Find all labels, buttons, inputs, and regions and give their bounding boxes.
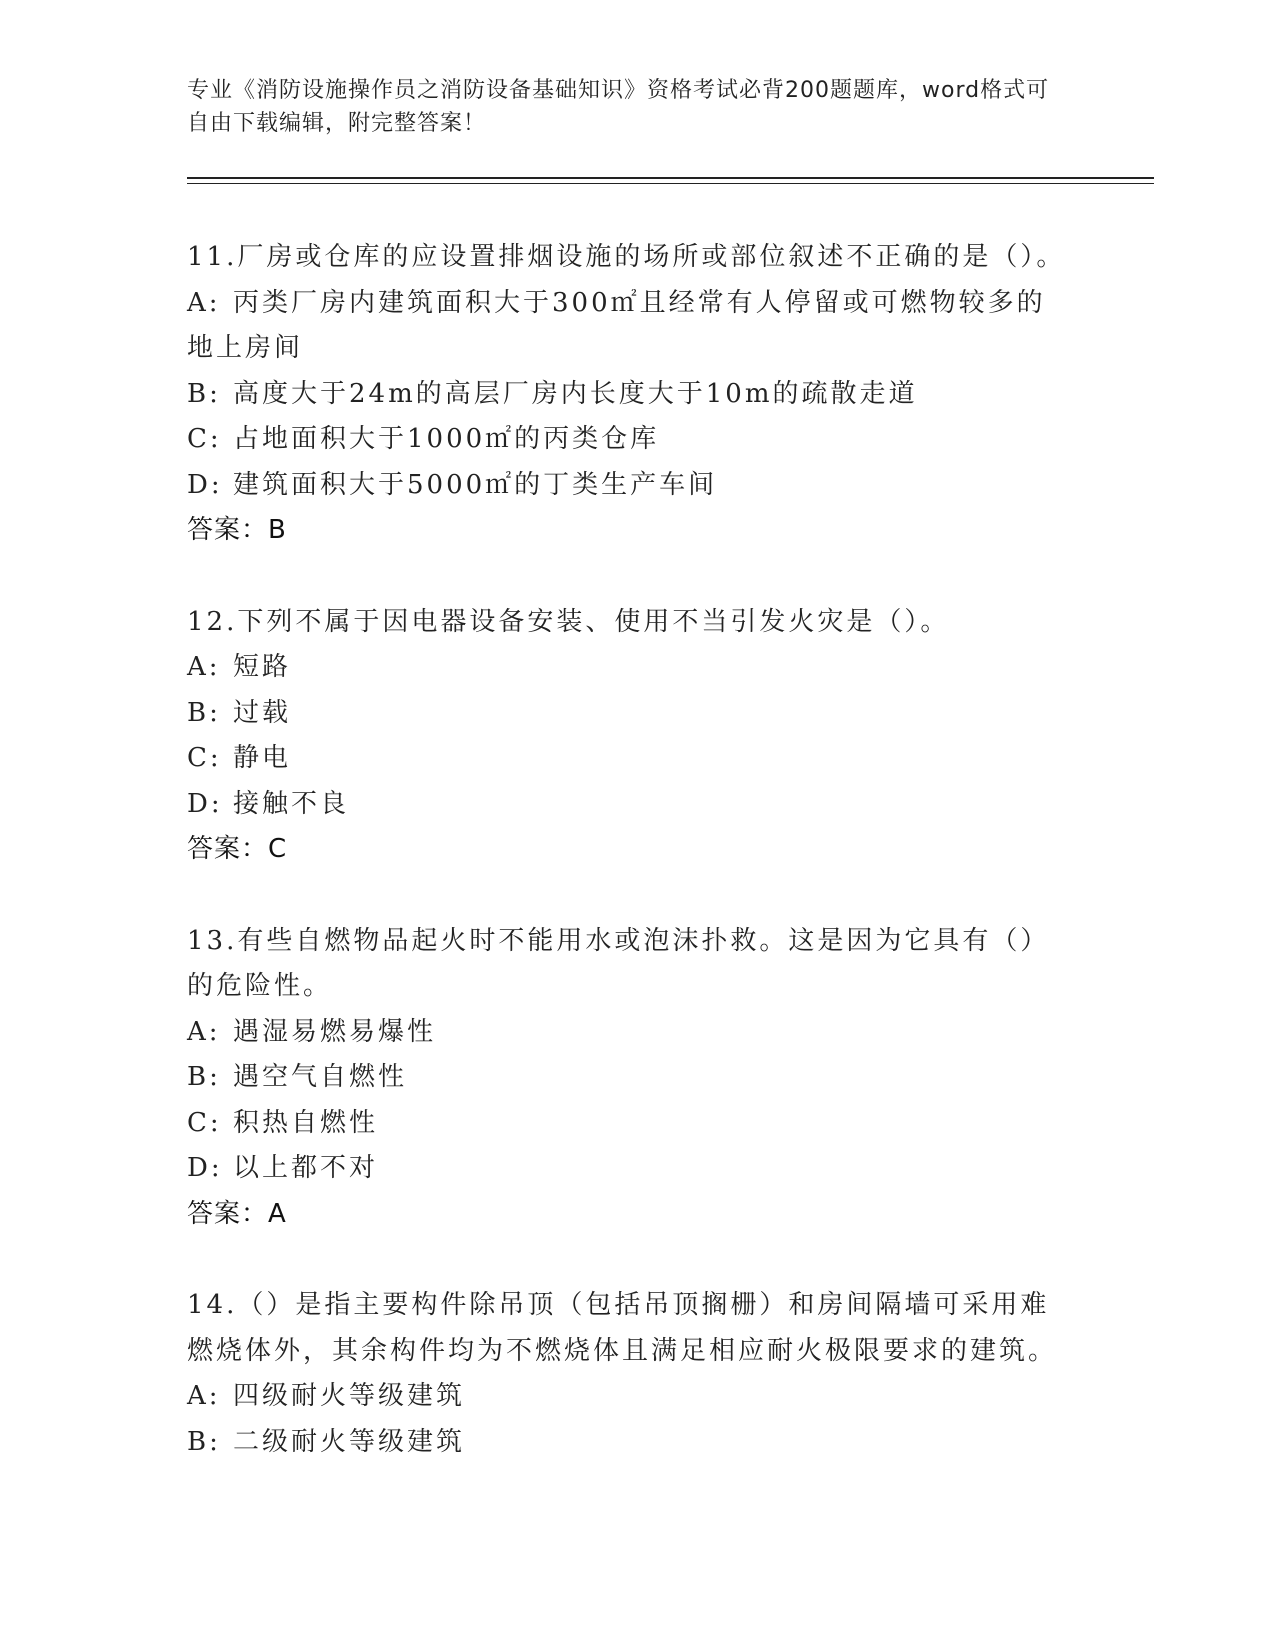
question-list <box>187 235 1087 1511</box>
header-divider-thin <box>187 183 1154 184</box>
question-stem: 11.厂房或仓库的应设置排烟设施的场所或部位叙述不正确的是（）。 <box>187 242 1066 272</box>
option-letter: C: <box>187 1107 222 1138</box>
option-letter: A: <box>187 652 221 682</box>
option-a <box>187 1010 1087 1056</box>
option-c <box>187 1101 1087 1147</box>
option-d <box>187 1146 1087 1192</box>
option-letter: B: <box>187 378 221 409</box>
option-text: 遇空气自燃性 <box>233 1062 408 1092</box>
option-c <box>187 417 1087 463</box>
option-letter: D: <box>187 788 223 819</box>
option-d <box>187 782 1087 828</box>
answer-line: 答案：B <box>187 515 287 545</box>
option-letter: A: <box>187 1381 221 1411</box>
option-letter: A: <box>187 287 221 318</box>
option-text: 高度大于24m的高层厂房内长度大于10m的疏散走道 <box>233 378 918 409</box>
option-text: 接触不良 <box>233 788 350 819</box>
option-letter: D: <box>187 1153 223 1183</box>
answer-line: 答案：A <box>187 1198 287 1229</box>
option-text: 二级耐火等级建筑 <box>233 1426 466 1457</box>
option-text: 建筑面积大于5000㎡的丁类生产车间 <box>233 469 718 500</box>
option-letter: A: <box>187 1016 221 1047</box>
option-letter: D: <box>187 469 223 500</box>
option-text: 积热自燃性 <box>233 1107 379 1138</box>
option-b <box>187 691 1087 737</box>
option-letter: C: <box>187 424 222 454</box>
option-b <box>187 1055 1087 1101</box>
option-b <box>187 1420 1087 1466</box>
question-14 <box>187 1283 1087 1465</box>
option-a <box>187 281 1067 372</box>
question-12 <box>187 600 1087 873</box>
option-text: 四级耐火等级建筑 <box>233 1381 466 1411</box>
question-stem: 13.有些自燃物品起火时不能用水或泡沫扑救。这是因为它具有（）的危险性。 <box>187 925 1050 1001</box>
header-divider-thick <box>187 177 1154 179</box>
question-stem: 12.下列不属于因电器设备安装、使用不当引发火灾是（）。 <box>187 606 950 637</box>
document-header: 专业《消防设施操作员之消防设备基础知识》资格考试必背200题题库，word格式可自由下载编辑，附完整答案！ <box>187 78 1050 136</box>
option-text: 短路 <box>233 652 292 682</box>
option-c <box>187 736 1087 782</box>
question-13 <box>187 919 1087 1238</box>
option-letter: B: <box>187 1062 221 1092</box>
option-text: 静电 <box>233 743 292 773</box>
option-a <box>187 645 1087 691</box>
answer-line: 答案：C <box>187 834 288 864</box>
question-11 <box>187 235 1087 554</box>
option-text: 丙类厂房内建筑面积大于300㎡且经常有人停留或可燃物较多的地上房间 <box>187 287 1046 363</box>
option-letter: B: <box>187 697 221 728</box>
option-a <box>187 1374 1087 1420</box>
option-text: 以上都不对 <box>233 1153 379 1183</box>
question-stem: 14.（）是指主要构件除吊顶（包括吊顶搁栅）和房间隔墙可采用难燃烧体外，其余构件均为不燃烧体且满足相应耐火极限要求的建筑。 <box>187 1290 1058 1366</box>
option-text: 遇湿易燃易爆性 <box>233 1016 437 1047</box>
option-text: 过载 <box>233 697 292 728</box>
option-letter: C: <box>187 743 222 773</box>
option-d <box>187 463 1087 509</box>
option-letter: B: <box>187 1426 221 1457</box>
option-text: 占地面积大于1000㎡的丙类仓库 <box>233 424 660 454</box>
option-b <box>187 372 1087 418</box>
